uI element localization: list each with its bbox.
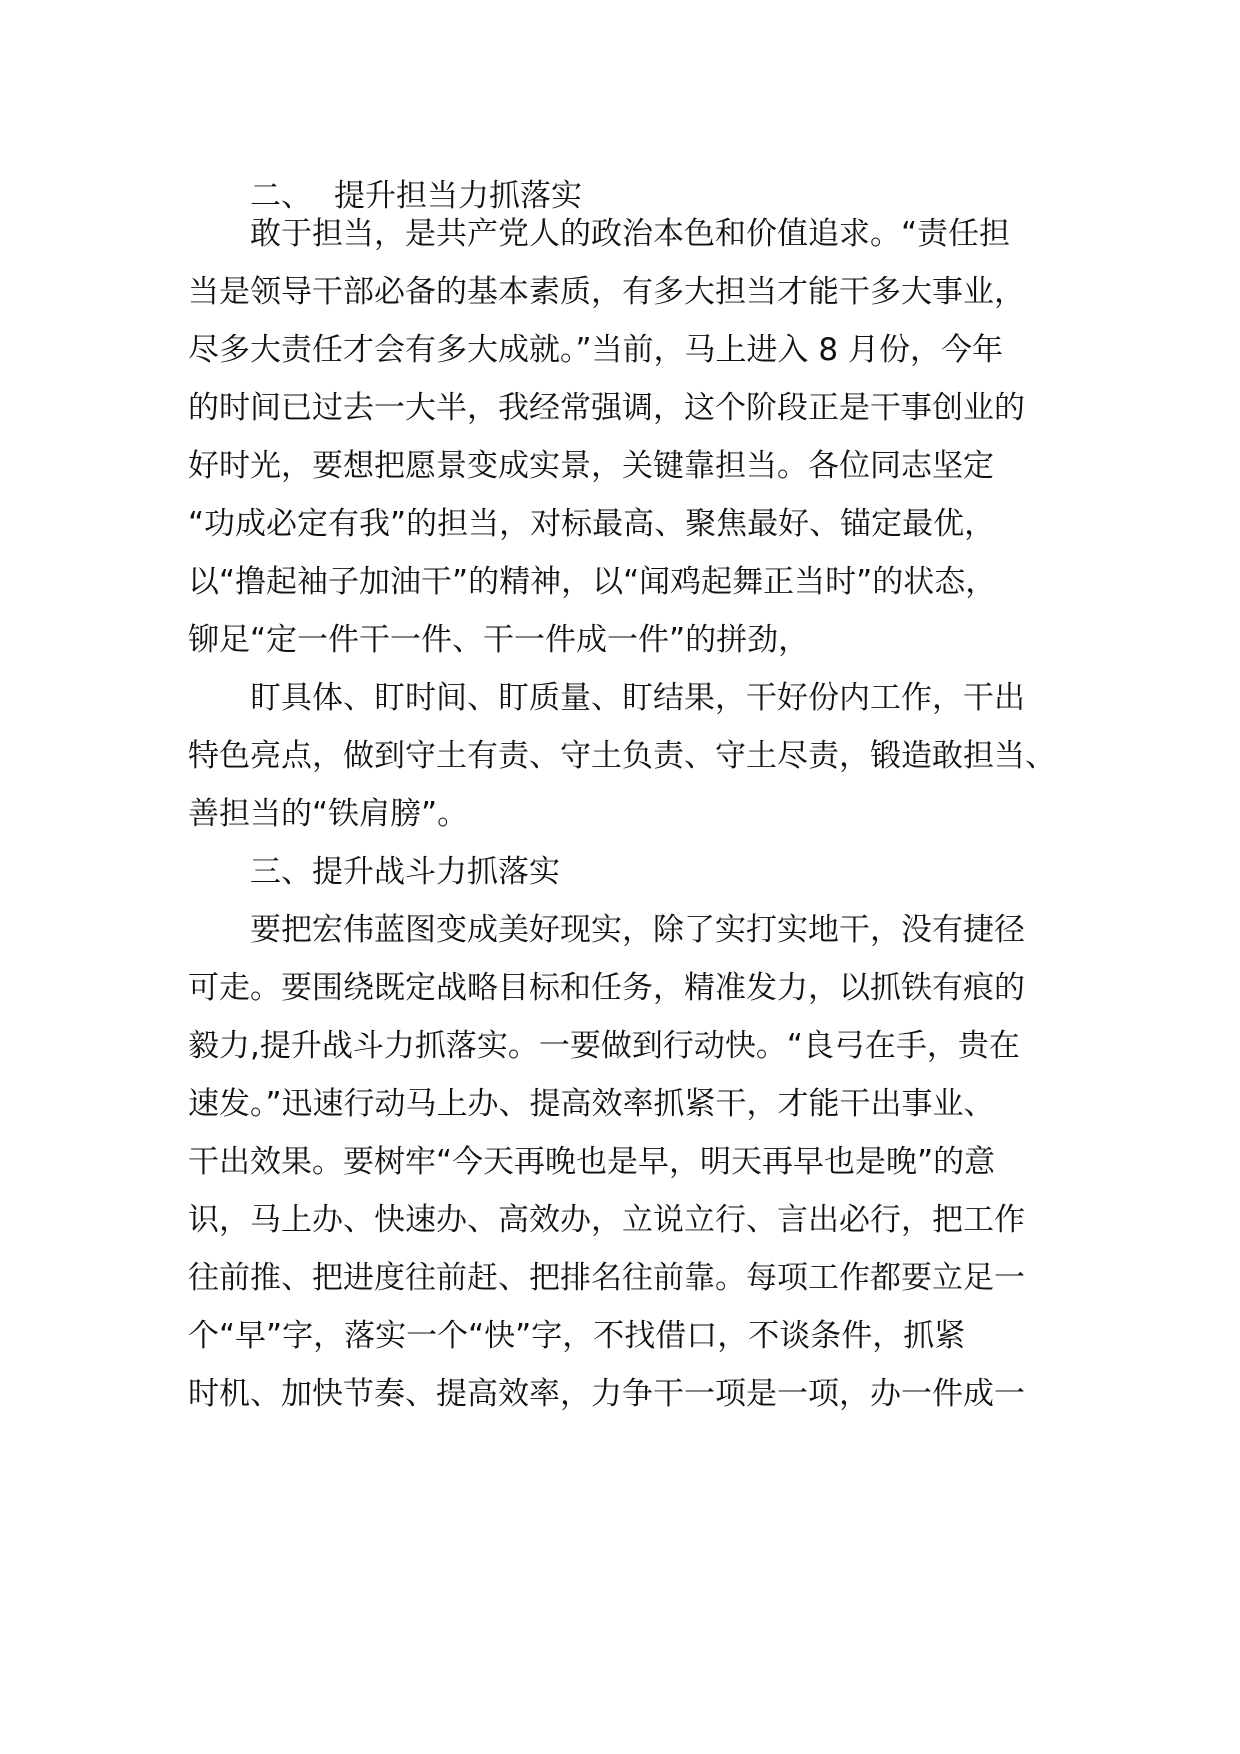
paragraph-1-line: 好时光，要想把愿景变成实景，关键靠担当。各位同志坚定 [188, 448, 994, 484]
paragraph-3-line: 往前推、把进度往前赶、把排名往前靠。每项工作都要立足一 [188, 1260, 1025, 1296]
paragraph-3-line: 速发。”迅速行动马上办、提高效率抓紧干，才能干出事业、 [188, 1086, 995, 1122]
paragraph-1-line: 的时间已过去一大半，我经常强调，这个阶段正是干事创业的 [188, 390, 1025, 426]
paragraph-3-line: 可走。要围绕既定战略目标和任务，精准发力，以抓铁有痕的 [188, 970, 1025, 1006]
paragraph-1-line: 尽多大责任才会有多大成就。”当前，马上进入 8 月份，今年 [188, 332, 1003, 368]
section-heading-2-number: 二、 [250, 178, 312, 214]
paragraph-1-line: 敢于担当，是共产党人的政治本色和价值追求。“责任担 [250, 216, 1011, 252]
paragraph-2-line: 善担当的“铁肩膀”。 [188, 796, 469, 832]
paragraph-3-line: 毅力,提升战斗力抓落实。一要做到行动快。“良弓在手，贵在 [188, 1028, 1020, 1064]
paragraph-3-line: 时机、加快节奏、提高效率，力争干一项是一项，办一件成一 [188, 1376, 1025, 1412]
paragraph-1-line: “功成必定有我”的担当，对标最高、聚焦最好、锚定最优， [188, 506, 996, 542]
paragraph-1-line: 铆足“定一件干一件、干一件成一件”的拼劲， [188, 622, 810, 658]
paragraph-3-line: 要把宏伟蓝图变成美好现实，除了实打实地干，没有捷径 [250, 912, 1025, 948]
section-heading-2-text: 提升担当力抓落实 [334, 178, 582, 214]
section-heading-3: 三、提升战斗力抓落实 [250, 854, 560, 890]
paragraph-3-line: 识，马上办、快速办、高效办，立说立行、言出必行，把工作 [188, 1202, 1025, 1238]
paragraph-1-line: 当是领导干部必备的基本素质，有多大担当才能干多大事业， [188, 274, 1025, 310]
paragraph-2-line: 盯具体、盯时间、盯质量、盯结果，干好份内工作，干出 [250, 680, 1025, 716]
paragraph-1-line: 以“撸起袖子加油干”的精神，以“闻鸡起舞正当时”的状态， [188, 564, 997, 600]
paragraph-2-line: 特色亮点，做到守土有责、守土负责、守土尽责，锻造敢担当、 [188, 738, 1056, 774]
paragraph-3-line: 干出效果。要树牢“今天再晚也是早，明天再早也是晚”的意 [188, 1144, 996, 1180]
paragraph-3-line: 个“早”字，落实一个“快”字，不找借口，不谈条件，抓紧 [188, 1318, 966, 1354]
